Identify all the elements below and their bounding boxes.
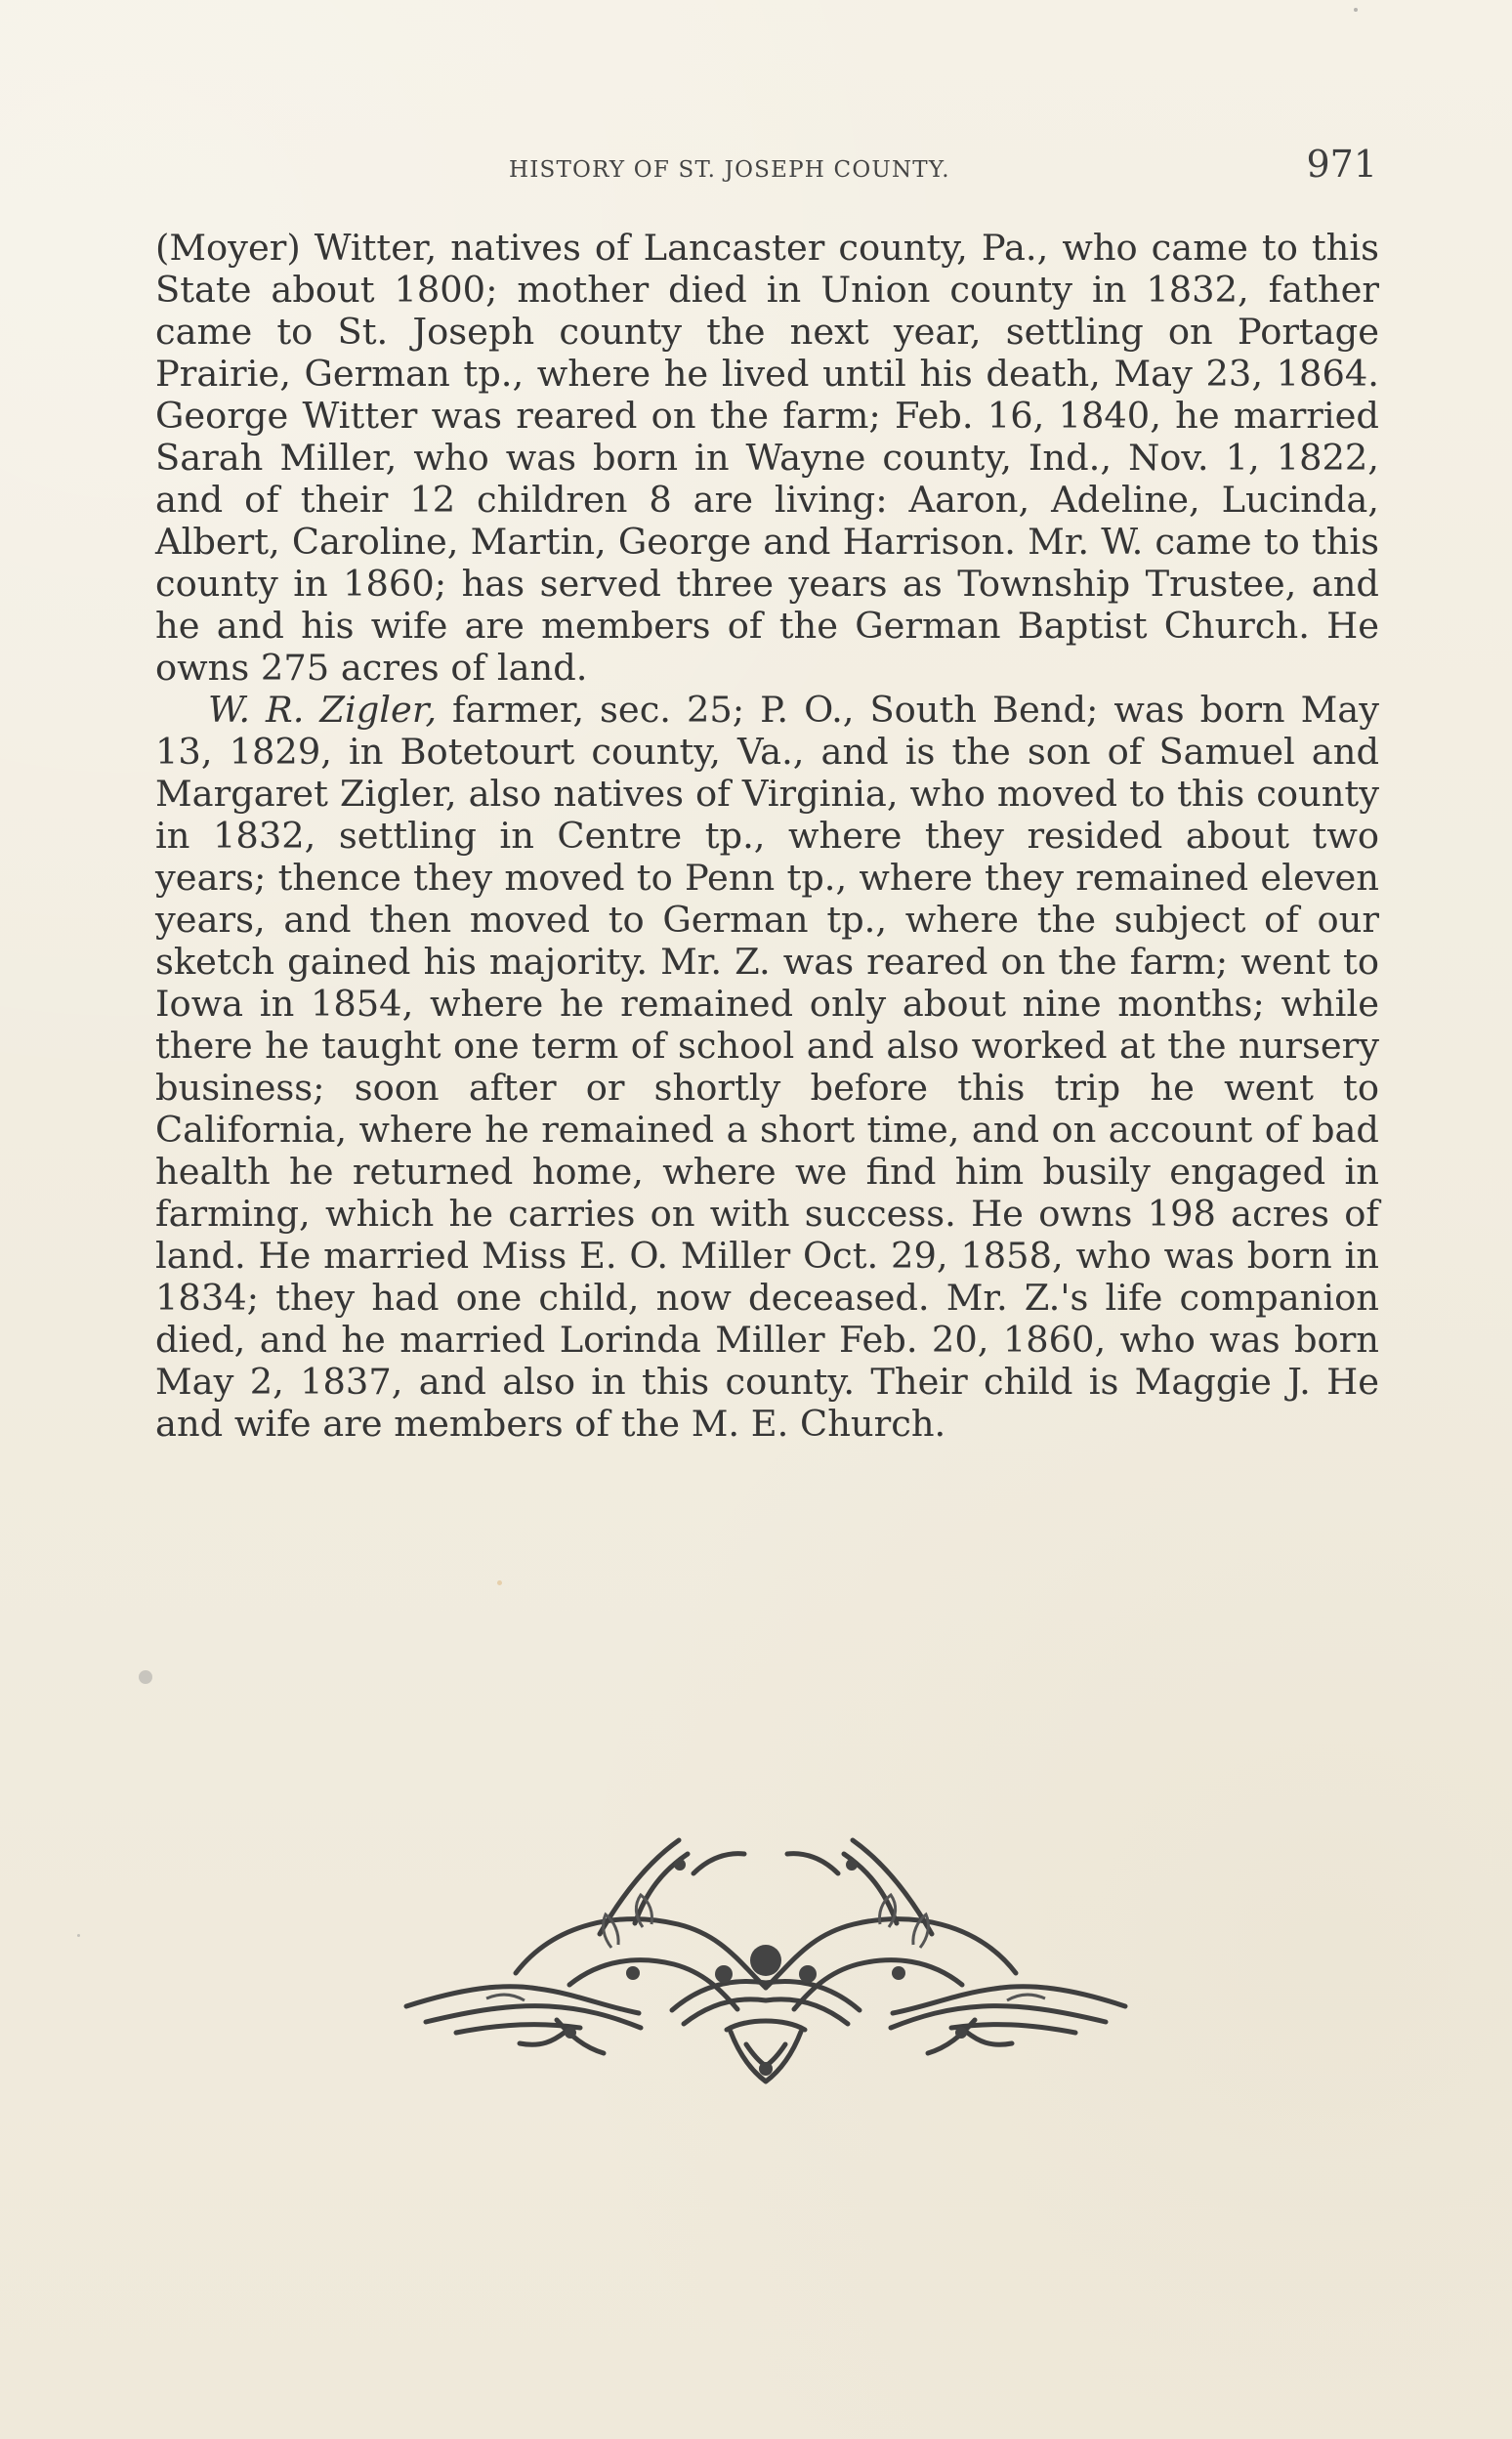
paper-speck — [1354, 8, 1358, 12]
page-body — [155, 227, 1379, 1445]
entry-name: W. R. Zigler, — [208, 689, 438, 731]
paragraph-witter: (Moyer) Witter, natives of Lancaster county, Pa., who came to this State about 1800; mother died in Union county in 1832, father came to St. Joseph county the next year, settling on Portage Prairie, German tp., where he lived until his death, May 23, 1864. George Witter was reared on the farm; Feb. 16, 1840, he married Sarah Miller, who was born in Wayne county, Ind., Nov. 1, 1822, and of their 12 children 8 are living: Aaron, Adeline, Lucinda, Albert, Caroline, Martin, George and Harrison. Mr. W. came to this county in 1860; has served three years as Township Trustee, and he and his wife are members of the German Baptist Church. He owns 275 acres of land. — [155, 227, 1379, 689]
paper-speck — [139, 1670, 152, 1684]
page-number: 971 — [1306, 143, 1377, 186]
decorative-ornament — [399, 1827, 1133, 2090]
paper-speck — [497, 1580, 502, 1585]
paper-speck — [77, 1934, 80, 1937]
paragraph-zigler — [155, 689, 1379, 1445]
running-head: HISTORY OF ST. JOSEPH COUNTY. — [509, 157, 950, 183]
entry-text: farmer, sec. 25; P. O., South Bend; was born May 13, 1829, in Botetourt county, Va., and is the son of Samuel and Margaret Zigler, also natives of Virginia, who moved to this county in 1832, settling in Centre tp., where they resided about two years; thence they moved to Penn tp., where they remained eleven years, and then moved to German tp., where the subject of our sketch gained his majority. Mr. Z. was reared on the farm; went to Iowa in 1854, where he remained only about nine months; while there he taught one term of school and also worked at the nursery business; soon after or shortly before this trip he went to California, where he remained a short time, and on account of bad health he returned home, where we find him busily engaged in farming, which he carries on with success. He owns 198 acres of land. He married Miss E. O. Miller Oct. 29, 1858, who was born in 1834; they had one child, now deceased. Mr. Z.'s life companion died, and he married Lorinda Miller Feb. 20, 1860, who was born May 2, 1837, and also in this county. Their child is Maggie J. He and wife are members of the M. E. Church. — [155, 689, 1379, 1445]
page-header — [157, 143, 1377, 193]
